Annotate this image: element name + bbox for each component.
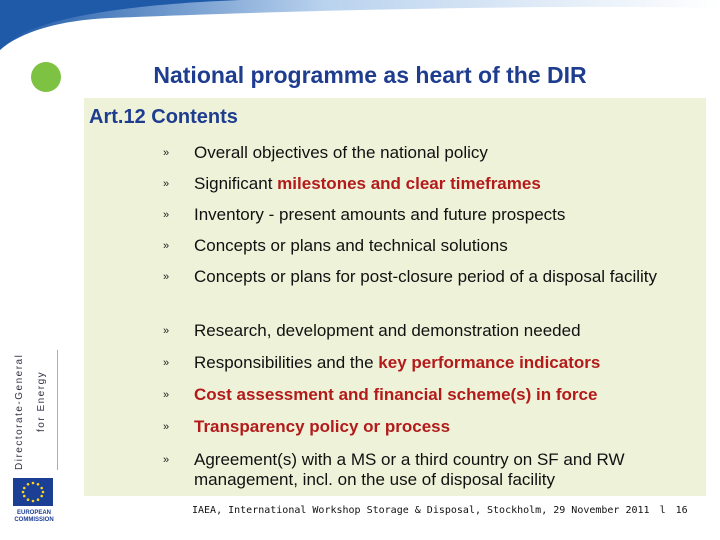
bullet-mark: »: [163, 240, 170, 252]
eu-logo-label: EUROPEAN COMMISSION: [14, 510, 54, 523]
list-item-highlight: milestones and clear timeframes: [277, 174, 541, 193]
bullet-mark: »: [163, 389, 170, 401]
accent-dot: [31, 62, 61, 92]
list-item-highlight: key performance indicators: [378, 353, 601, 372]
bullet-mark: »: [163, 147, 170, 159]
bullet-mark: »: [163, 454, 170, 466]
bullet-mark: »: [163, 421, 170, 433]
page-number: 16: [675, 505, 688, 516]
eu-flag-logo: [13, 478, 53, 506]
list-item-text: Agreement(s) with a MS or a third country on SF and RW management, incl. on the use of disposal facility: [194, 450, 625, 489]
list-item-text-plain: Responsibilities and the: [194, 353, 379, 372]
bullet-mark: »: [163, 178, 170, 190]
list-item-text: Concepts or plans for post-closure period of a disposal facility: [194, 267, 658, 286]
list-item-text: Inventory - present amounts and future prospects: [194, 205, 566, 224]
footer: [192, 505, 688, 516]
sidebar-energy-label: for Energy: [36, 370, 47, 432]
bullet-mark: »: [163, 357, 170, 369]
bullet-mark: »: [163, 271, 170, 283]
list-item-text-plain: Significant: [194, 174, 278, 193]
list-item-highlight: Cost assessment and financial scheme(s) in force: [194, 385, 598, 404]
bullet-mark: »: [163, 209, 170, 221]
bullet-mark: »: [163, 325, 170, 337]
list-item-text: Research, development and demonstration needed: [194, 321, 581, 340]
footer-event: IAEA, International Workshop Storage & Disposal, Stockholm, 29 November 2011: [192, 505, 650, 516]
section-heading: Art.12 Contents: [89, 106, 238, 128]
footer-separator: l: [659, 505, 666, 516]
sidebar-divider: [57, 350, 58, 470]
list-item-text: [194, 353, 694, 373]
header-swoosh: [0, 0, 720, 70]
list-item-text: [194, 174, 694, 194]
slide-title: National programme as heart of the DIR: [153, 62, 587, 88]
list-item-text: Overall objectives of the national policy: [194, 143, 488, 162]
list-item-text: Concepts or plans and technical solutions: [194, 236, 508, 255]
sidebar-dg-label: Directorate-General: [14, 353, 25, 470]
list-item-highlight: Transparency policy or process: [194, 417, 451, 436]
